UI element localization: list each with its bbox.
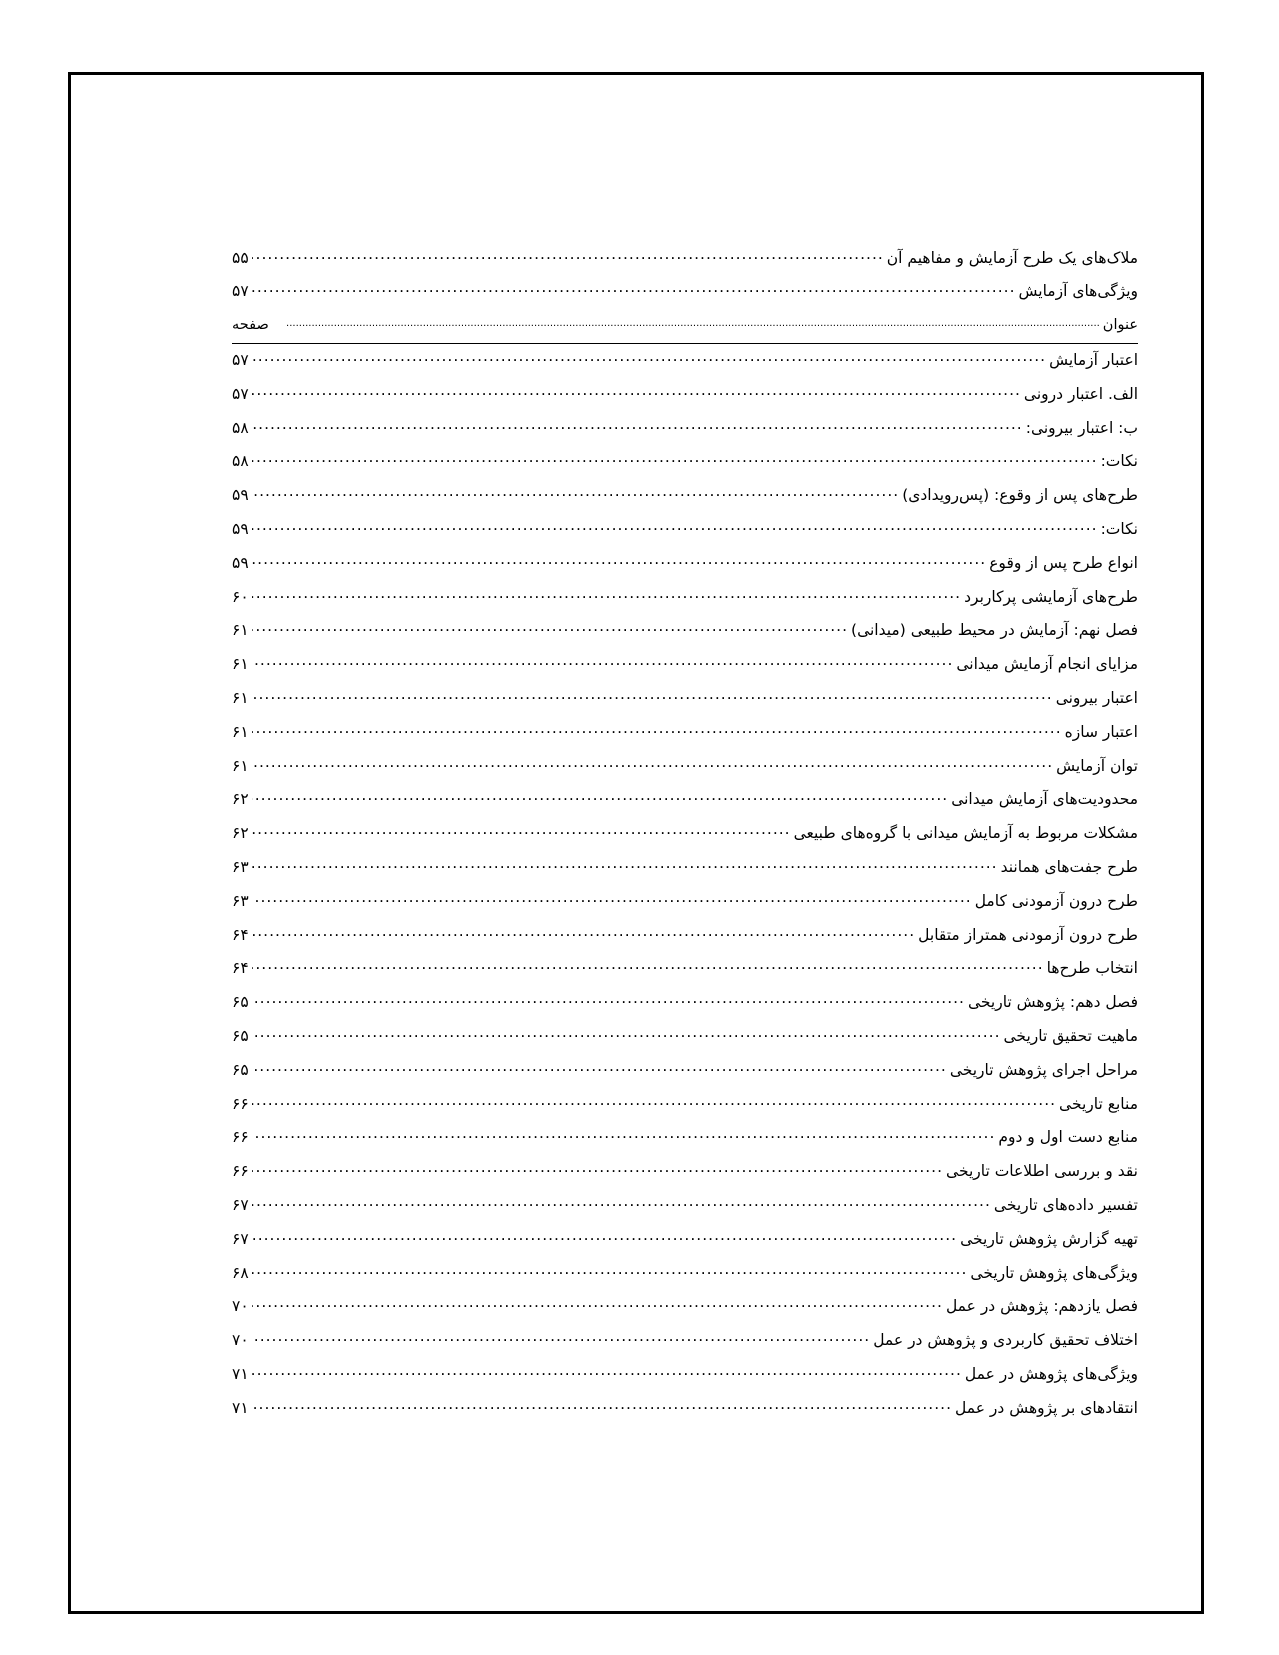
dot-leader xyxy=(252,721,1062,737)
dot-leader xyxy=(252,1161,943,1177)
toc-entry-title: اعتبار سازه xyxy=(1064,722,1138,741)
toc-entry xyxy=(232,552,1138,586)
toc-entry-page: ۶۴ xyxy=(232,925,249,944)
toc-entry-title: ب: اعتبار بیرونی: xyxy=(1025,418,1138,437)
toc-entry xyxy=(232,755,1138,789)
toc-entry-title: فصل دهم: پژوهش تاریخی xyxy=(967,993,1138,1012)
toc-entry xyxy=(232,1364,1138,1398)
toc-entry xyxy=(232,1195,1138,1229)
dot-leader xyxy=(252,552,987,568)
dot-leader xyxy=(252,350,1046,366)
toc-entry-title: طرح‌های آزمایشی پرکاربرد xyxy=(964,587,1138,606)
toc-entry-page: ۶۱ xyxy=(232,722,249,741)
toc-entry-page: ۶۱ xyxy=(232,689,249,708)
toc-entry xyxy=(232,654,1138,688)
dot-leader xyxy=(252,1195,991,1211)
toc-entry-title: طرح جفت‌های همانند xyxy=(1000,858,1138,877)
toc-entry-title: ویژگی‌های پژوهش تاریخی xyxy=(970,1263,1138,1282)
toc-entry xyxy=(232,1397,1138,1431)
toc-entry xyxy=(232,519,1138,553)
toc-entry-page: ۶۳ xyxy=(232,891,249,910)
toc-entry-page: ۵۷ xyxy=(232,384,249,403)
toc-entry xyxy=(232,992,1138,1026)
toc-entry xyxy=(232,721,1138,755)
toc-header-title: عنوان xyxy=(1102,316,1138,333)
toc-entry-title: منابع تاریخی xyxy=(1059,1094,1138,1113)
toc-entry-page: ۵۷ xyxy=(232,351,249,370)
toc-entry-title: طرح‌های پس از وقوع: (پس‌رویدادی) xyxy=(902,486,1138,505)
toc-entry xyxy=(232,688,1138,722)
dot-leader xyxy=(252,1093,1056,1109)
toc-entry-title: طرح درون آزمودنی کامل xyxy=(974,891,1138,910)
toc-entry xyxy=(232,281,1138,315)
toc-entry-page: ۷۰ xyxy=(232,1331,249,1350)
dot-leader xyxy=(252,924,915,940)
toc-entry-page: ۶۷ xyxy=(232,1229,249,1248)
toc-entry-title: نکات: xyxy=(1100,520,1138,539)
toc-entry xyxy=(232,383,1138,417)
toc-entry-page: ۷۰ xyxy=(232,1297,249,1316)
toc-entry-page: ۶۱ xyxy=(232,756,249,775)
toc-entry-page: ۶۶ xyxy=(232,1128,249,1147)
toc-entry-page: ۶۵ xyxy=(232,1027,249,1046)
dot-leader xyxy=(252,383,1021,399)
toc-entry-title: ملاک‌های یک طرح آزمایش و مفاهیم آن xyxy=(886,248,1138,267)
toc-entry-page: ۶۱ xyxy=(232,621,249,640)
dot-leader xyxy=(252,789,949,805)
table-of-contents xyxy=(232,247,1138,1431)
toc-entry-title: منابع دست اول و دوم xyxy=(998,1128,1138,1147)
toc-entry-title: توان آزمایش xyxy=(1056,756,1138,775)
toc-entry-title: تفسیر داده‌های تاریخی xyxy=(993,1196,1138,1215)
dot-leader xyxy=(252,417,1023,433)
toc-entry-page: ۶۵ xyxy=(232,993,249,1012)
toc-entry-title: مزایای انجام آزمایش میدانی xyxy=(956,655,1138,674)
dot-leader xyxy=(252,451,1098,467)
dot-leader xyxy=(252,823,791,839)
dot-leader xyxy=(252,958,1044,974)
toc-entry-page: ۶۲ xyxy=(232,790,249,809)
toc-entry-title: انواع طرح پس از وقوع xyxy=(989,553,1138,572)
dot-leader xyxy=(252,1127,996,1143)
toc-entry-page: ۵۹ xyxy=(232,486,249,505)
toc-entry xyxy=(232,890,1138,924)
toc-entry xyxy=(232,1262,1138,1296)
toc-entry-page: ۶۶ xyxy=(232,1162,249,1181)
toc-entry-page: ۶۶ xyxy=(232,1094,249,1113)
toc-entry xyxy=(232,1093,1138,1127)
toc-entry xyxy=(232,1296,1138,1330)
toc-entry-page: ۶۵ xyxy=(232,1060,249,1079)
toc-header-page: صفحه xyxy=(232,316,269,333)
dot-leader xyxy=(252,1228,957,1244)
toc-entry xyxy=(232,958,1138,992)
toc-entry xyxy=(232,1127,1138,1161)
toc-entry xyxy=(232,247,1138,281)
toc-entry-page: ۵۹ xyxy=(232,520,249,539)
toc-entry-page: ۵۷ xyxy=(232,282,249,301)
dot-leader xyxy=(252,755,1054,771)
toc-entry xyxy=(232,1228,1138,1262)
toc-entry-title: مشکلات مربوط به آزمایش میدانی با گروه‌های طبیعی xyxy=(793,824,1138,843)
dot-leader xyxy=(252,1364,962,1380)
toc-entry-page: ۶۸ xyxy=(232,1263,249,1282)
toc-entry xyxy=(232,924,1138,958)
dot-leader xyxy=(252,1026,1001,1042)
toc-entry xyxy=(232,350,1138,384)
toc-entry-title: الف. اعتبار درونی xyxy=(1023,384,1138,403)
dot-leader xyxy=(252,1397,952,1413)
toc-entry-page: ۵۹ xyxy=(232,553,249,572)
toc-entry-title: فصل نهم: آزمایش در محیط طبیعی (میدانی) xyxy=(851,621,1138,640)
toc-entry xyxy=(232,789,1138,823)
toc-entry-page: ۶۱ xyxy=(232,655,249,674)
toc-entry-title: طرح درون آزمودنی همتراز متقابل xyxy=(918,925,1138,944)
toc-entry xyxy=(232,417,1138,451)
dot-leader xyxy=(252,890,972,906)
toc-header xyxy=(232,315,1138,344)
dot-leader xyxy=(252,992,965,1008)
dot-leader xyxy=(252,247,884,263)
toc-entry-title: ویژگی‌های آزمایش xyxy=(1018,282,1138,301)
toc-entry-page: ۶۲ xyxy=(232,824,249,843)
toc-entry-title: ویژگی‌های پژوهش در عمل xyxy=(964,1365,1138,1383)
toc-entry xyxy=(232,451,1138,485)
dot-leader xyxy=(252,1330,871,1346)
dot-leader xyxy=(252,519,1098,535)
dot-leader xyxy=(252,1296,943,1312)
dot-leader xyxy=(252,857,998,873)
toc-entry xyxy=(232,857,1138,891)
dot-leader xyxy=(272,315,1100,329)
toc-entry xyxy=(232,1330,1138,1364)
toc-entry xyxy=(232,586,1138,620)
toc-entry xyxy=(232,620,1138,654)
dot-leader xyxy=(252,281,1016,297)
toc-entry-title: محدودیت‌های آزمایش میدانی xyxy=(951,790,1138,809)
dot-leader xyxy=(252,1059,947,1075)
toc-entry xyxy=(232,1059,1138,1093)
toc-body xyxy=(232,350,1138,1432)
toc-entry-title: مراحل اجرای پژوهش تاریخی xyxy=(949,1060,1138,1079)
toc-entry-title: تهیه گزارش پژوهش تاریخی xyxy=(960,1229,1138,1248)
toc-entry-title: ماهیت تحقیق تاریخی xyxy=(1003,1027,1138,1046)
toc-entry-page: ۵۸ xyxy=(232,418,249,437)
dot-leader xyxy=(252,1262,968,1278)
toc-entry xyxy=(232,1161,1138,1195)
toc-entry xyxy=(232,1026,1138,1060)
dot-leader xyxy=(252,620,848,636)
toc-entry xyxy=(232,485,1138,519)
toc-entry-title: فصل یازدهم: پژوهش در عمل xyxy=(945,1297,1138,1316)
dot-leader xyxy=(252,485,900,501)
toc-entry-title: انتخاب طرح‌ها xyxy=(1046,959,1138,978)
dot-leader xyxy=(252,688,1053,704)
toc-entry-title: نکات: xyxy=(1100,452,1138,471)
toc-entry-title: اعتبار بیرونی xyxy=(1055,689,1138,708)
toc-entry xyxy=(232,823,1138,857)
toc-entry-title: نقد و بررسی اطلاعات تاریخی xyxy=(946,1162,1138,1181)
toc-entry-page: ۶۴ xyxy=(232,959,249,978)
toc-entry-page: ۷۱ xyxy=(232,1365,249,1383)
toc-entry-title: اختلاف تحقیق کاربردی و پژوهش در عمل xyxy=(873,1331,1138,1350)
dot-leader xyxy=(252,586,961,602)
toc-entry-page: ۶۳ xyxy=(232,858,249,877)
toc-entry-page: ۶۷ xyxy=(232,1196,249,1215)
toc-entry-page: ۵۸ xyxy=(232,452,249,471)
toc-entry-title: انتقادهای بر پژوهش در عمل xyxy=(955,1398,1138,1417)
toc-entry-page: ۶۰ xyxy=(232,587,249,606)
toc-entry-page: ۵۵ xyxy=(232,248,249,267)
dot-leader xyxy=(252,654,954,670)
toc-entry-page: ۷۱ xyxy=(232,1398,249,1417)
toc-entry-title: اعتبار آزمایش xyxy=(1049,351,1138,370)
